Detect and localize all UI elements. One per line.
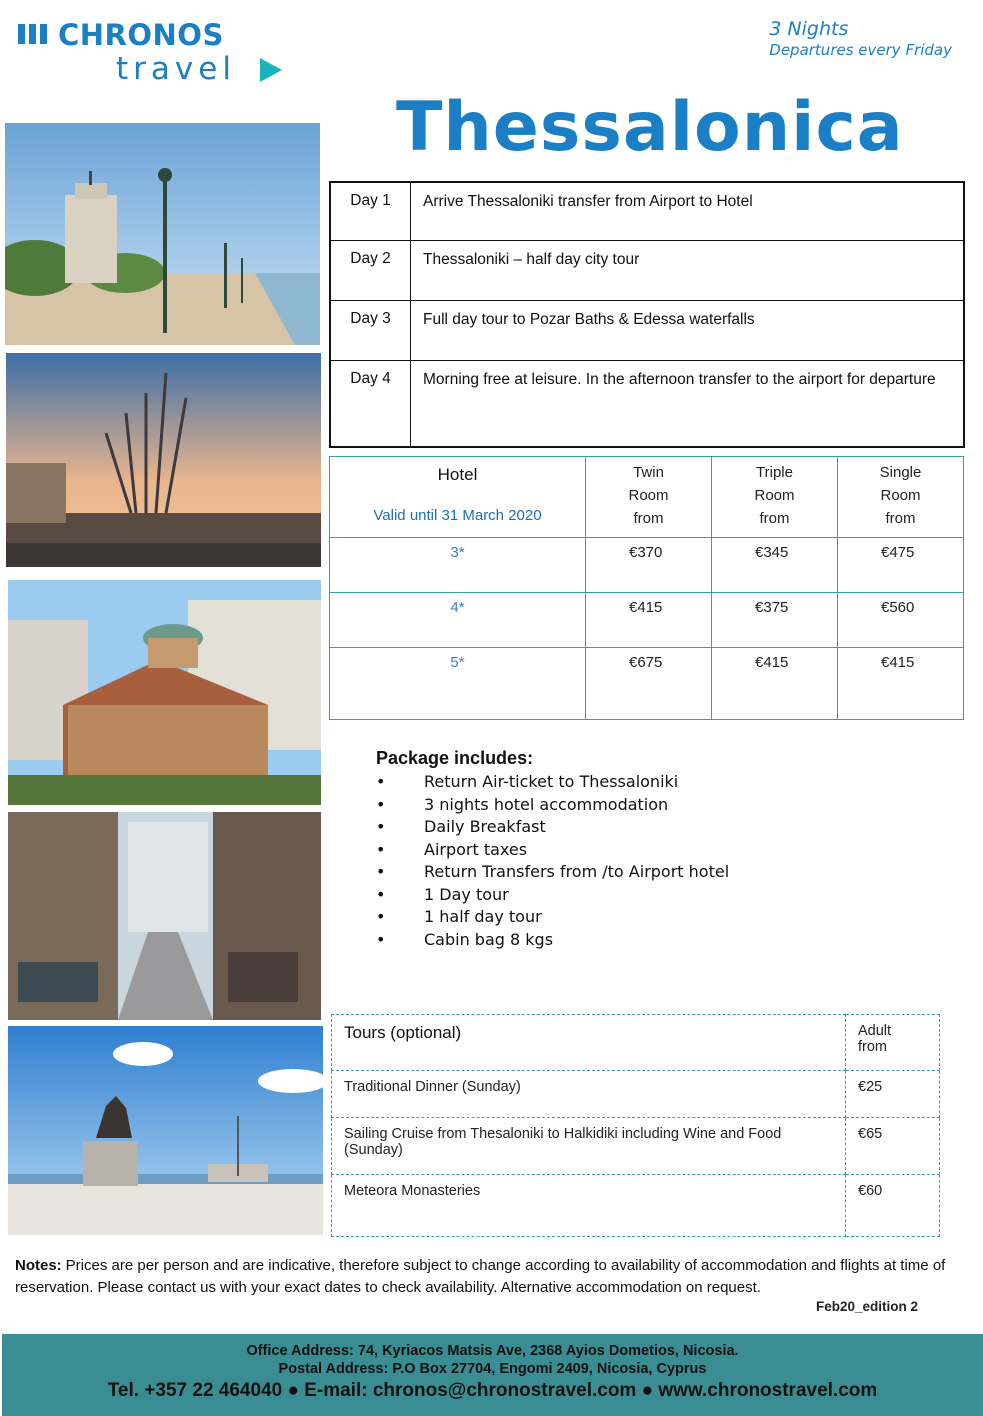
single-header bbox=[838, 457, 964, 538]
edition-label: Feb20_edition 2 bbox=[816, 1299, 919, 1314]
nights-label: 3 Nights bbox=[769, 18, 849, 40]
table-row bbox=[332, 1118, 940, 1175]
itinerary-row bbox=[331, 241, 963, 301]
itinerary-row bbox=[331, 183, 963, 241]
hotel-header bbox=[330, 457, 586, 538]
table-row bbox=[332, 1071, 940, 1118]
single-price: €415 bbox=[838, 648, 964, 720]
list-item: • Daily Breakfast bbox=[376, 816, 729, 839]
trip-summary bbox=[769, 18, 952, 59]
twin-header bbox=[586, 457, 712, 538]
tour-price: €65 bbox=[846, 1118, 940, 1175]
street-cafe-photo bbox=[8, 812, 321, 1020]
itinerary-day: Day 2 bbox=[331, 241, 411, 300]
church-photo bbox=[8, 580, 321, 805]
contact-line: Tel. +357 22 464040 ● E-mail: chronos@chronostravel.com ● www.chronostravel.com bbox=[107, 1380, 878, 1401]
col-label: from bbox=[885, 510, 916, 527]
adult-label: Adult bbox=[858, 1023, 892, 1039]
itinerary-desc: Morning free at leisure. In the afternoon transfer to the airport for departure bbox=[423, 371, 936, 388]
itinerary-desc: Arrive Thessaloniki transfer from Airport to Hotel bbox=[423, 193, 753, 210]
notes bbox=[15, 1255, 975, 1299]
col-label: Room bbox=[754, 487, 795, 504]
single-price: €560 bbox=[838, 593, 964, 648]
twin-price: €675 bbox=[586, 648, 712, 720]
list-item: • 3 nights hotel accommodation bbox=[376, 794, 729, 817]
list-item: • Cabin bag 8 kgs bbox=[376, 929, 729, 952]
valid-until: Valid until 31 March 2020 bbox=[373, 507, 542, 524]
triple-price: €415 bbox=[712, 648, 838, 720]
price-row bbox=[330, 538, 964, 593]
notes-label: Notes: bbox=[15, 1257, 62, 1274]
tour-price: €25 bbox=[846, 1071, 940, 1118]
table-row bbox=[332, 1175, 940, 1237]
tour-name: Sailing Cruise from Thesaloniki to Halkidiki including Wine and Food (Sunday) bbox=[332, 1118, 846, 1175]
tour-name: Meteora Monasteries bbox=[332, 1175, 846, 1237]
package-includes bbox=[376, 748, 729, 951]
price-row bbox=[330, 648, 964, 720]
page-title: Thessalonica bbox=[396, 88, 904, 167]
notes-text: Prices are per person and are indicative, therefore subject to change according to availability of accommodation and flights at time of reservation. Please contact us with your exact dates to check availability. Alternative accommodation on request. bbox=[15, 1257, 946, 1296]
adult-header bbox=[846, 1015, 940, 1071]
tour-name: Traditional Dinner (Sunday) bbox=[332, 1071, 846, 1118]
from-label: from bbox=[858, 1039, 887, 1055]
list-item: • 1 Day tour bbox=[376, 884, 729, 907]
itinerary-desc: Full day tour to Pozar Baths & Edessa waterfalls bbox=[423, 311, 755, 328]
itinerary-desc: Thessaloniki – half day city tour bbox=[423, 251, 640, 268]
price-row bbox=[330, 593, 964, 648]
logo-bars-icon bbox=[18, 24, 47, 44]
price-table bbox=[329, 456, 964, 720]
col-label: Twin bbox=[633, 464, 664, 481]
logo-sub: travel bbox=[116, 51, 236, 87]
col-label: Room bbox=[628, 487, 669, 504]
white-tower-photo bbox=[5, 123, 320, 345]
itinerary-day: Day 4 bbox=[331, 361, 411, 446]
list-item: • Return Air-ticket to Thessaloniki bbox=[376, 771, 729, 794]
list-item: • 1 half day tour bbox=[376, 906, 729, 929]
hotel-stars: 3* bbox=[330, 538, 586, 593]
twin-price: €415 bbox=[586, 593, 712, 648]
col-label: from bbox=[633, 510, 664, 527]
tour-price: €60 bbox=[846, 1175, 940, 1237]
col-label: Single bbox=[879, 464, 922, 481]
itinerary-row bbox=[331, 301, 963, 361]
itinerary-table bbox=[329, 181, 965, 448]
hotel-stars: 5* bbox=[330, 648, 586, 720]
footer bbox=[2, 1334, 983, 1416]
postal-address: Postal Address: P.O Box 27704, Engomi 2409, Nicosia, Cyprus bbox=[278, 1361, 707, 1377]
single-price: €475 bbox=[838, 538, 964, 593]
tours-header-row bbox=[332, 1015, 940, 1071]
twin-price: €370 bbox=[586, 538, 712, 593]
col-label: Triple bbox=[756, 464, 793, 481]
alexander-statue-photo bbox=[8, 1026, 323, 1235]
package-list bbox=[376, 771, 729, 951]
list-item: • Airport taxes bbox=[376, 839, 729, 862]
tours-heading: Tours (optional) bbox=[332, 1015, 846, 1071]
umbrellas-sculpture-photo bbox=[6, 353, 321, 567]
itinerary-row bbox=[331, 361, 963, 446]
logo-arrow-icon bbox=[260, 58, 282, 82]
triple-header bbox=[712, 457, 838, 538]
list-item: • Return Transfers from /to Airport hotel bbox=[376, 861, 729, 884]
itinerary-day: Day 1 bbox=[331, 183, 411, 240]
office-address: Office Address: 74, Kyriacos Matsis Ave, 2368 Ayios Dometios, Nicosia. bbox=[246, 1343, 739, 1359]
hotel-stars: 4* bbox=[330, 593, 586, 648]
triple-price: €375 bbox=[712, 593, 838, 648]
col-label: Room bbox=[880, 487, 921, 504]
triple-price: €345 bbox=[712, 538, 838, 593]
departures-label: Departures every Friday bbox=[769, 40, 952, 59]
price-header-row bbox=[330, 457, 964, 538]
itinerary-day: Day 3 bbox=[331, 301, 411, 360]
logo-brand: CHRONOS bbox=[58, 18, 224, 52]
hotel-label: Hotel bbox=[437, 465, 478, 484]
tours-table bbox=[331, 1014, 940, 1237]
col-label: from bbox=[759, 510, 790, 527]
package-heading: Package includes: bbox=[376, 748, 534, 768]
company-logo bbox=[18, 18, 298, 88]
